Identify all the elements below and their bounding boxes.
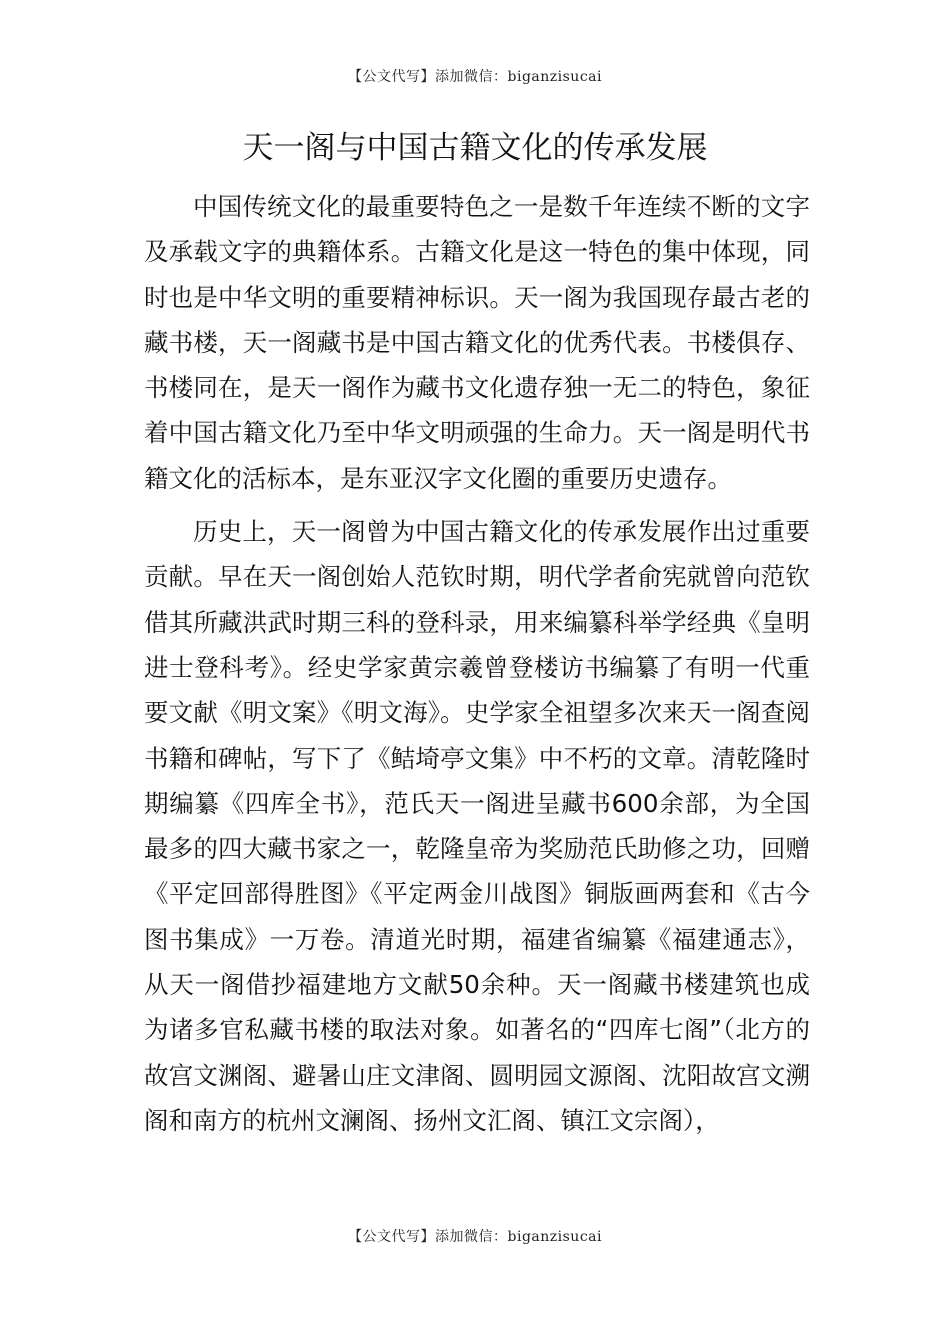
page-header-watermark: 【公文代写】添加微信：biganzisucai — [348, 69, 602, 85]
paragraph-2: 历史上，天一阁曾为中国古籍文化的传承发展作出过重要贡献。早在天一阁创始人范钦时期，明代学者俞宪就曾向范钦借其所藏洪武时期三科的登科录，用来编纂科举学经典《皇明进士登科考》。经史学家黄宗羲曾登楼访书编纂了有明一代重要文献《明文案》《明文海》。史学家全祖望多次来天一阁查阅书籍和碑帖，写下了《鲒埼亭文集》中不朽的文章。清乾隆时期编纂《四库全书》，范氏天一阁进呈藏书600余部，为全国最多的四大藏书家之一，乾隆皇帝为奖励范氏助修之功，回赠《平定回部得胜图》《平定两金川战图》铜版画两套和《古今图书集成》一万卷。清道光时期，福建省编纂《福建通志》，从天一阁借抄福建地方文献50余种。天一阁藏书楼建筑也成为诸多官私藏书楼的取法对象。如著名的“四库七阁”（北方的故宫文渊阁、避暑山庄文津阁、圆明园文源阁、沈阳故宫文溯阁和南方的杭州文澜阁、扬州文汇阁、镇江文宗阁）， — [144, 517, 810, 1135]
document-body — [144, 184, 810, 1143]
page-footer-watermark: 【公文代写】添加微信：biganzisucai — [348, 1229, 602, 1245]
paragraph-1: 中国传统文化的最重要特色之一是数千年连续不断的文字及承载文字的典籍体系。古籍文化是这一特色的集中体现，同时也是中华文明的重要精神标识。天一阁为我国现存最古老的藏书楼，天一阁藏书是中国古籍文化的优秀代表。书楼俱存、书楼同在，是天一阁作为藏书文化遗存独一无二的特色，象征着中国古籍文化乃至中华文明顽强的生命力。天一阁是明代书籍文化的活标本，是东亚汉字文化圈的重要历史遗存。 — [144, 192, 810, 493]
document-title: 天一阁与中国古籍文化的传承发展 — [242, 130, 708, 166]
